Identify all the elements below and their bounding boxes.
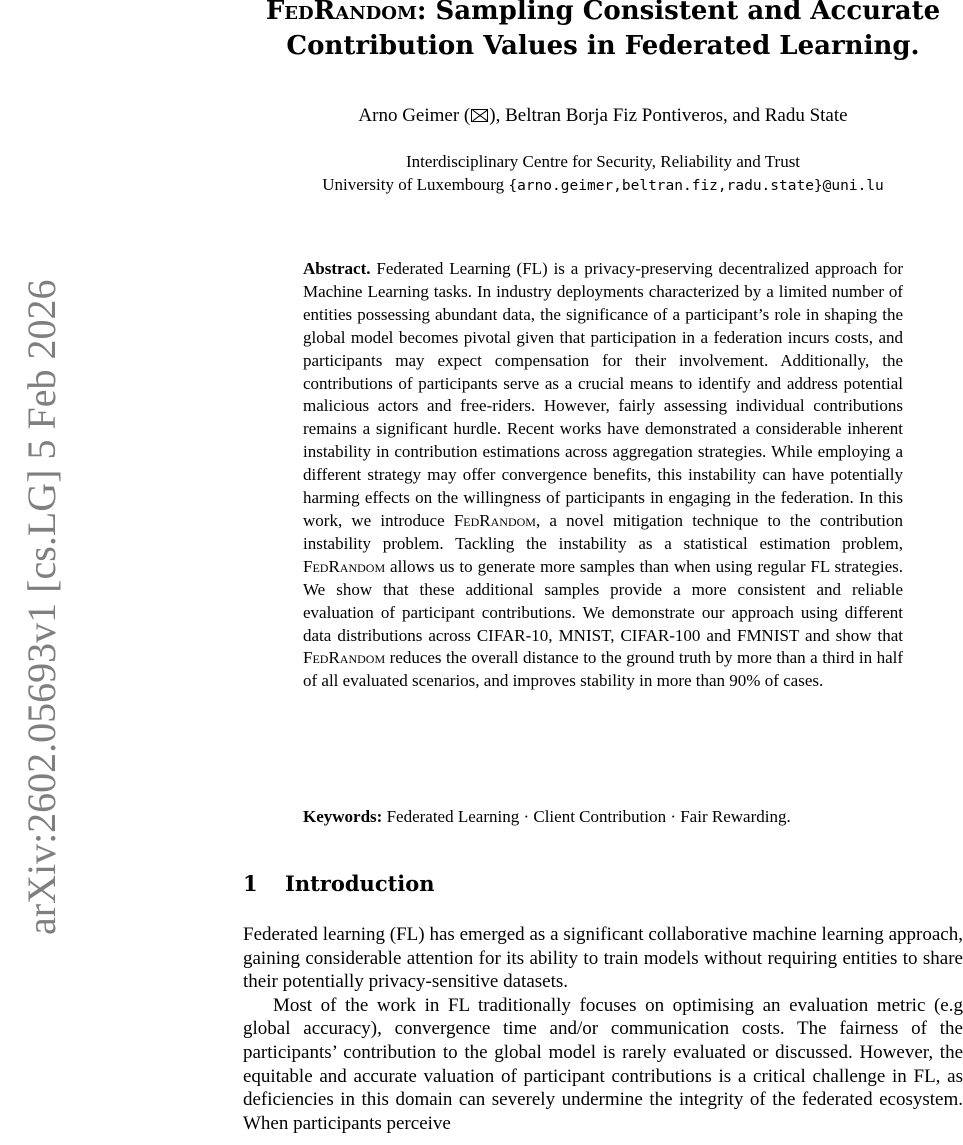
abstract-method-1: FedRandom <box>453 510 536 530</box>
abstract-text-3: allows us to generate more samples than when using regular FL strategies. We show that these additional samples provide a more consistent and reliable evaluation of participant contributions. We demonstrate our approach using different data distributions across CIFAR-10, MNIST, CIFAR-100 and FMNIST and show that <box>303 556 903 645</box>
keywords-label: Keywords: <box>303 807 383 826</box>
abstract-text-4: reduces the overall distance to the ground truth by more than a third in half of all evaluated scenarios, and improves stability in more than 90% of cases. <box>303 648 903 691</box>
abstract <box>303 258 903 693</box>
body-paragraph: Most of the work in FL traditionally focuses on optimising an evaluation metric (e.g global accuracy), convergence time and/or communication costs. The fairness of the participants’ contribution to the global model is rarely evaluated or discussed. However, the equitable and accurate valuation of participant contributions is a critical challenge in FL, as deficiencies in this domain can severely undermine the integrity of the federated ecosystem. When participants perceive <box>243 994 963 1134</box>
affiliation-university: University of Luxembourg <box>322 175 509 194</box>
first-author: Arno Geimer ( <box>358 105 471 126</box>
envelope-icon <box>471 109 488 122</box>
abstract-paragraph <box>303 258 903 693</box>
body-paragraph: Federated learning (FL) has emerged as a significant collaborative machine learning approach, gaining considerable attention for its ability to train models without requiring entities to share their potentially privacy-sensitive datasets. <box>243 924 963 993</box>
arxiv-sidebar <box>0 0 64 1145</box>
keywords-text: Federated Learning · Client Contribution · Fair Rewarding. <box>382 807 791 826</box>
abstract-text-2: , a novel mitigation technique to the contribution instability problem. Tackling the instability as a statistical estimation problem, <box>303 510 903 553</box>
section-title: Introduction <box>285 871 435 896</box>
keywords <box>303 806 903 828</box>
title-line1-rest: : Sampling Consistent and Accurate <box>416 0 941 26</box>
abstract-label: Abstract. <box>303 259 371 278</box>
title-line2: Contribution Values in Federated Learning. <box>286 31 920 61</box>
abstract-method-3: FedRandom <box>303 648 386 668</box>
section-number: 1 <box>243 871 258 896</box>
section-heading-introduction <box>243 870 435 898</box>
abstract-text-1: Federated Learning (FL) is a privacy-preserving decentralized approach for Machine Learning tasks. In industry deployments characterized by a limited number of entities possessing abundant data, the significance of a participant’s role in shaping the global model becomes pivotal given that participation in a federation incurs costs, and participants may expect compensation for their involvement. Additionally, the contributions of participants serve as a crucial means to identify and address potential malicious actors and free-riders. However, fairly assessing individual contributions remains a significant hurdle. Recent works have demonstrated a considerable inherent instability in contribution estimations across aggregation strategies. While employing a different strategy may offer convergence benefits, this instability can have potentially harming effects on the willingness of participants in engaging in the federation. In this work, we introduce <box>303 259 903 530</box>
author-emails: {arno.geimer,beltran.fiz,radu.state}@uni.lu <box>508 178 884 194</box>
paper-title <box>243 0 963 64</box>
arxiv-identifier: arXiv:2602.05693v1 [cs.LG] 5 Feb 2026 <box>19 279 64 935</box>
author-list <box>243 104 963 128</box>
affiliation-institute: Interdisciplinary Centre for Security, Reliability and Trust <box>405 152 801 171</box>
affiliation <box>243 150 963 198</box>
paper-page <box>243 0 963 1134</box>
introduction-body <box>243 923 963 1135</box>
other-authors: ), Beltran Borja Fiz Pontiveros, and Radu State <box>489 105 848 126</box>
abstract-method-2: FedRandom <box>303 556 386 576</box>
title-method-name: FedRandom <box>265 0 417 26</box>
